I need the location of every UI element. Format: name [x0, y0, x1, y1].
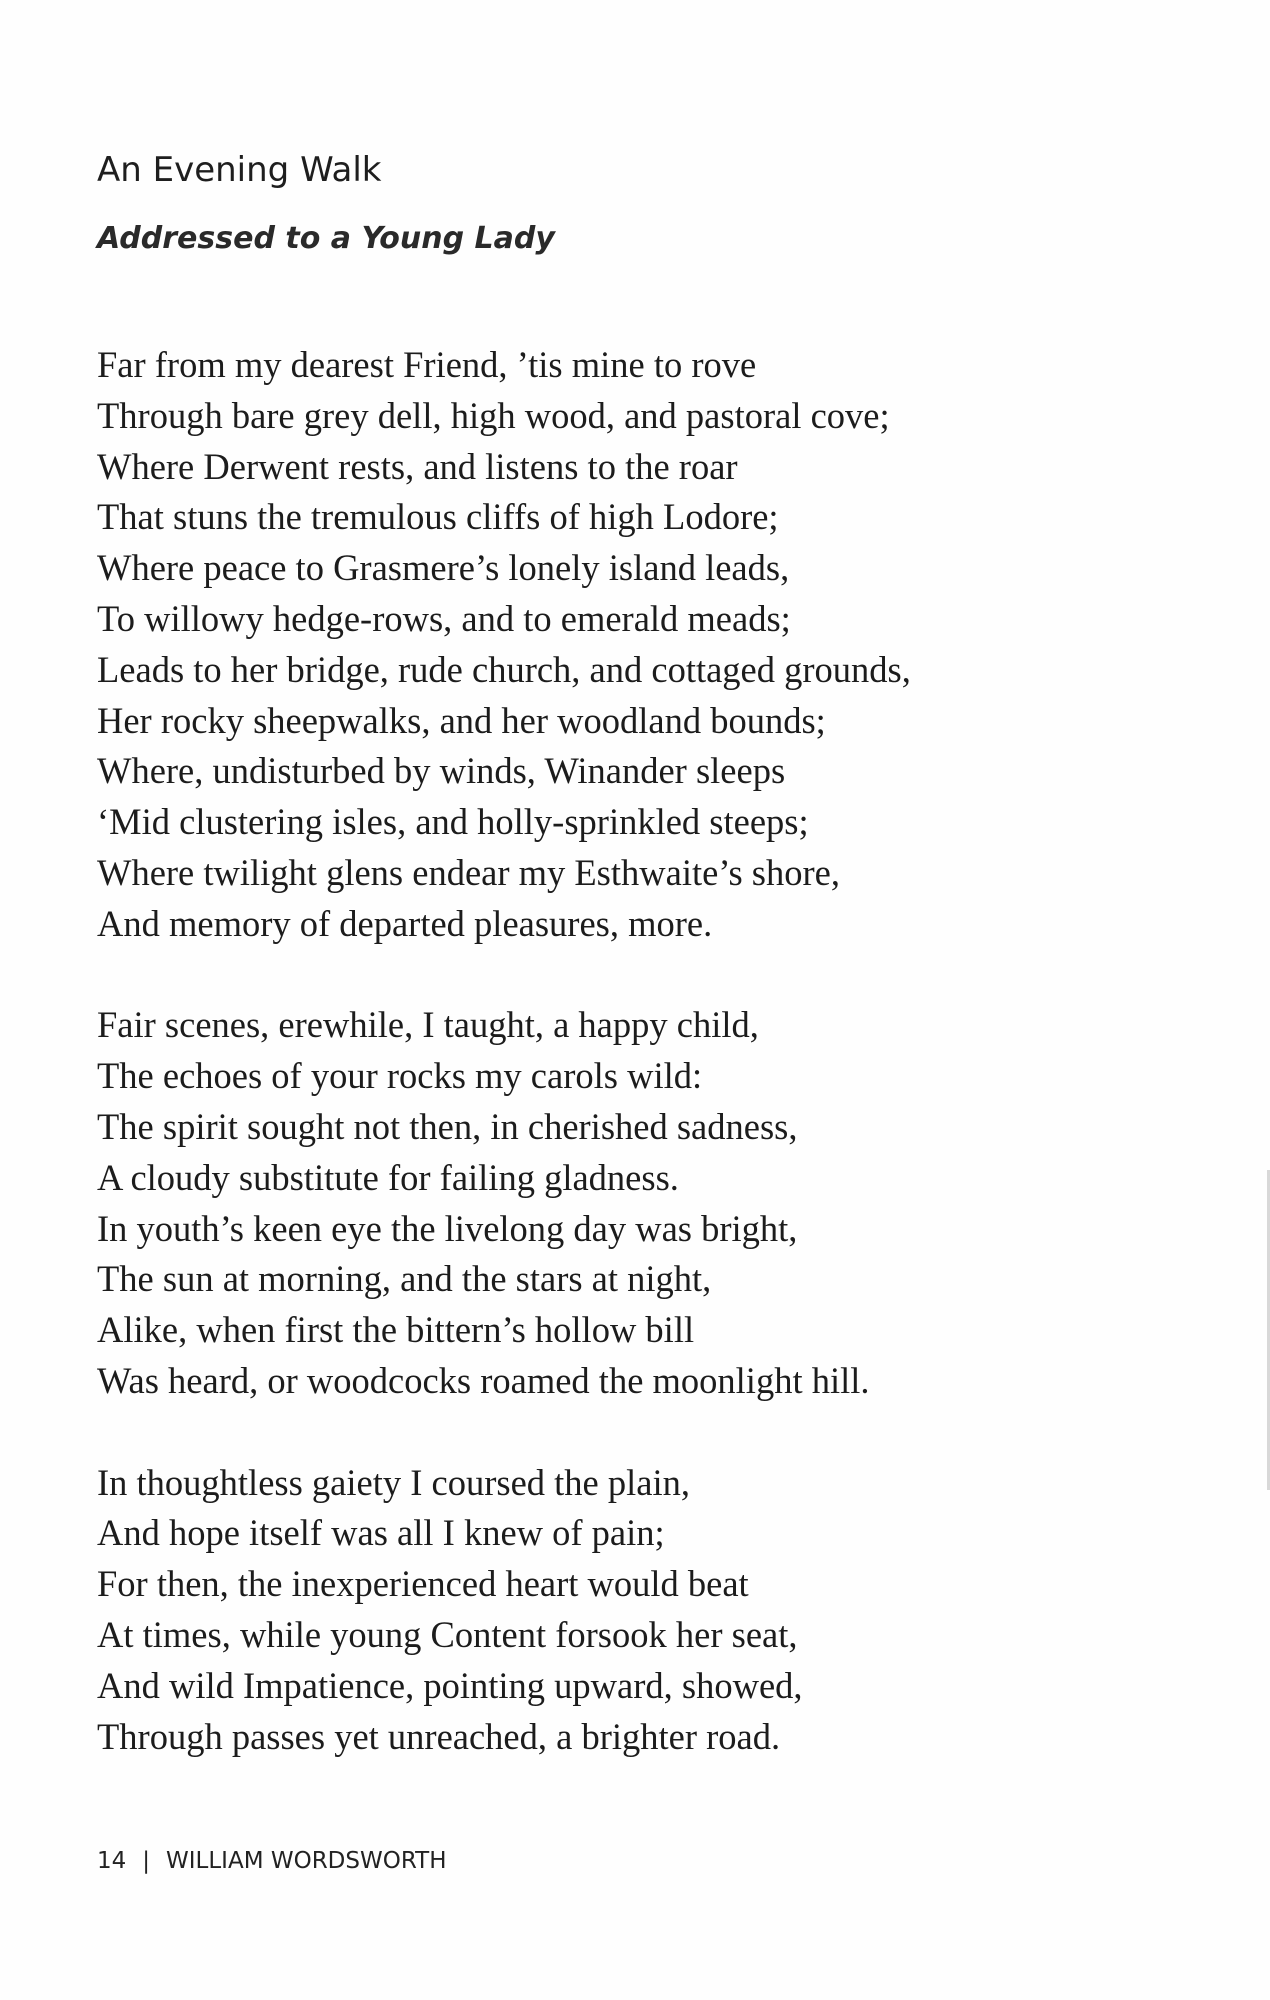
poem-line: ‘Mid clustering isles, and holly-sprinkled steeps; [97, 801, 809, 843]
footer-separator: | [142, 1848, 151, 1874]
poem-line: Through passes yet unreached, a brighter road. [97, 1715, 781, 1757]
poem-line: At times, while young Content forsook her seat, [97, 1613, 798, 1655]
poem-line: The spirit sought not then, in cherished sadness, [97, 1105, 798, 1147]
page-footer [97, 1846, 447, 1876]
poem-line: The sun at morning, and the stars at night, [97, 1258, 712, 1300]
running-author: WILLIAM WORDSWORTH [166, 1848, 447, 1874]
poem-line: In youth’s keen eye the livelong day was bright, [97, 1207, 798, 1249]
poem-line: In thoughtless gaiety I coursed the plain, [97, 1461, 690, 1503]
poem-line: That stuns the tremulous cliffs of high Lodore; [97, 496, 779, 538]
poem-line: Was heard, or woodcocks roamed the moonlight hill. [97, 1359, 870, 1401]
poem-line: And wild Impatience, pointing upward, showed, [97, 1664, 803, 1706]
poem-line: Her rocky sheepwalks, and her woodland bounds; [97, 699, 826, 741]
poem-title: An Evening Walk [97, 150, 382, 190]
poem-line: Through bare grey dell, high wood, and pastoral cove; [97, 394, 890, 436]
poem-line: Where twilight glens endear my Esthwaite’s shore, [97, 851, 840, 893]
stanza [97, 1458, 911, 1763]
poem-line: And hope itself was all I knew of pain; [97, 1512, 665, 1554]
poem-line: Fair scenes, erewhile, I taught, a happy child, [97, 1004, 759, 1046]
poem-line: A cloudy substitute for failing gladness. [97, 1156, 679, 1198]
poem-line: And memory of departed pleasures, more. [97, 902, 713, 944]
poem-body [97, 340, 911, 1813]
page-number: 14 [97, 1848, 127, 1874]
poem-line: Far from my dearest Friend, ’tis mine to rove [97, 344, 757, 385]
poem-line: To willowy hedge-rows, and to emerald meads; [97, 597, 791, 639]
stanza [97, 340, 911, 950]
poem-line: Where peace to Grasmere’s lonely island leads, [97, 547, 790, 589]
poem-line: The echoes of your rocks my carols wild: [97, 1055, 703, 1097]
poem-line: Where Derwent rests, and listens to the roar [97, 445, 738, 487]
poem-subtitle: Addressed to a Young Lady [97, 221, 555, 256]
poem-line: For then, the inexperienced heart would beat [97, 1563, 749, 1605]
poem-line: Where, undisturbed by winds, Winander sleeps [97, 750, 786, 792]
stanza [97, 1000, 911, 1406]
poem-line: Alike, when first the bittern’s hollow bill [97, 1309, 695, 1351]
poem-line: Leads to her bridge, rude church, and cottaged grounds, [97, 648, 911, 690]
